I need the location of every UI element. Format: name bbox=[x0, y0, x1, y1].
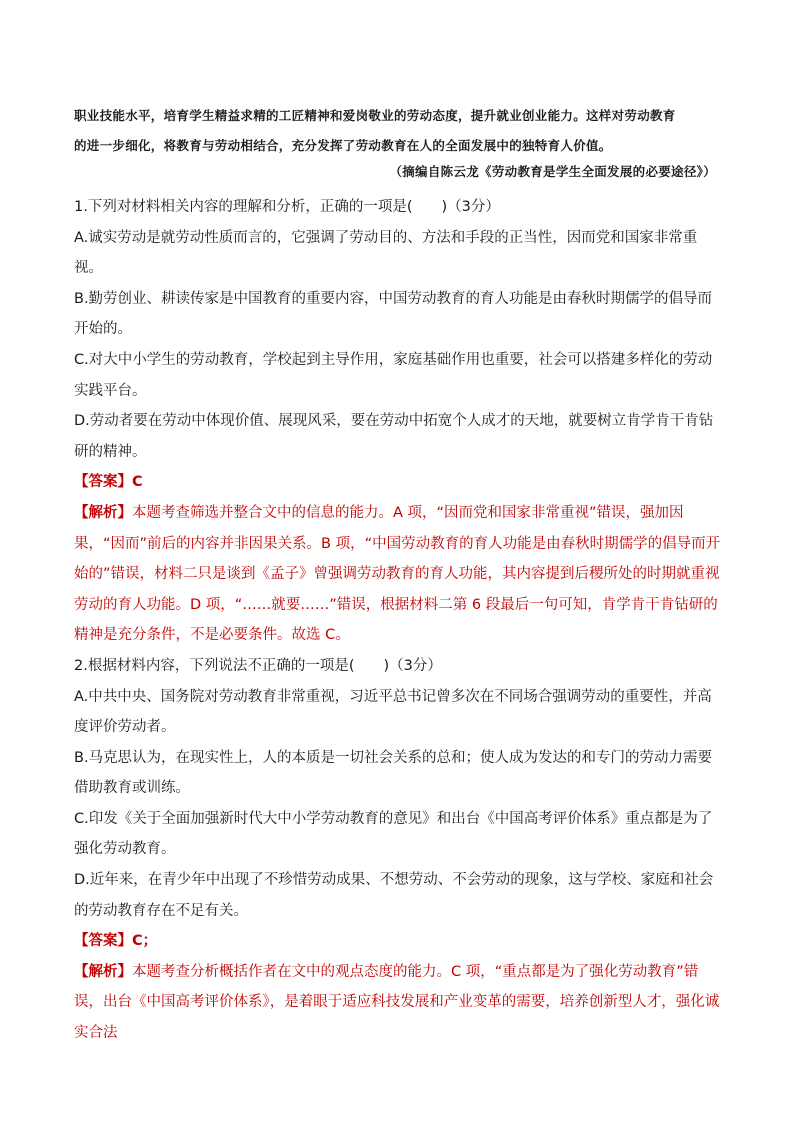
question-2-option-d: D.近年来，在青少年中出现了不珍惜劳动成果、不想劳动、不会劳动的现象，这与学校、家庭和社会的劳动教育存在不足有关。 bbox=[74, 872, 714, 919]
material-line-2: 的进一步细化，将教育与劳动相结合，充分发挥了劳动教育在人的全面发展中的独特育人价值。 bbox=[74, 138, 612, 153]
question-2-option-b: B.马克思认为，在现实性上，人的本质是一切社会关系的总和；使人成为发达的和专门的劳动力需要借助教育或训练。 bbox=[74, 749, 713, 797]
question-1-answer bbox=[74, 467, 726, 498]
question-1-option-c: C.对大中小学生的劳动教育，学校起到主导作用，家庭基础作用也重要，社会可以搭建多样化的劳动实践平台。 bbox=[74, 351, 713, 399]
question-2-option-a: A.中共中央、国务院对劳动教育非常重视，习近平总书记曾多次在不同场合强调劳动的重要性，并高度评价劳动者。 bbox=[74, 688, 712, 736]
question-1-option-b: B.勤劳创业、耕读传家是中国教育的重要内容，中国劳动教育的育人功能是由春秋时期儒学的倡导而开始的。 bbox=[74, 290, 713, 338]
material-source: （摘编自陈云龙《劳动教育是学生全面发展的必要途径》） bbox=[389, 164, 716, 179]
question-1-explanation bbox=[74, 498, 726, 651]
explanation-label: 【解析】 bbox=[74, 963, 132, 980]
question-2-option-c: C.印发《关于全面加强新时代大中小学劳动教育的意见》和出台《中国高考评价体系》重点都是为了强化劳动教育。 bbox=[74, 810, 713, 858]
explanation-label: 【解析】 bbox=[74, 504, 132, 521]
question-1-option-d: D.劳动者要在劳动中体现价值、展现风采，要在劳动中拓宽个人成才的天地，就要树立肯学肯干肯钻研的精神。 bbox=[74, 413, 714, 460]
question-2-stem: 2.根据材料内容，下列说法不正确的一项是( )（3分） bbox=[74, 657, 442, 674]
explanation-text: 本题考查筛选并整合文中的信息的能力。A 项，“因而党和国家非常重视”错误，强加因果，“因而”前后的内容并非因果关系。B 项，“中国劳动教育的育人功能是由春秋时期儒学的倡导而开始的”错误，材料二只是谈到《孟子》曾强调劳动教育的育人功能，其内容提到后稷所处的时期就重视劳动的育人功能。D 项，“……就要……”错误，根据材料二第 6 段最后一句可知，肯学肯干肯钻研的精神是充分条件，不是必要条件。故选 C。 bbox=[74, 504, 721, 644]
question-2-answer bbox=[74, 926, 726, 957]
question-2-explanation bbox=[74, 957, 726, 1049]
material-excerpt bbox=[74, 101, 720, 161]
material-line-1: 职业技能水平，培育学生精益求精的工匠精神和爱岗敬业的劳动态度，提升就业创业能力。这样对劳动教育 bbox=[74, 108, 676, 123]
explanation-text: 本题考查分析概括作者在文中的观点态度的能力。C 项，“重点都是为了强化劳动教育”错误，出台《中国高考评价体系》，是着眼于适应科技发展和产业变革的需要，培养创新型人才，强化诚实合法 bbox=[74, 963, 720, 1042]
question-1-stem: 1.下列对材料相关内容的理解和分析，正确的一项是( )（3分） bbox=[74, 199, 500, 215]
answer-label: 【答案】 bbox=[74, 474, 132, 491]
questions-section bbox=[74, 192, 726, 1049]
answer-value: C bbox=[132, 474, 143, 491]
answer-label: 【答案】 bbox=[74, 933, 132, 950]
question-1-option-a: A.诚实劳动是就劳动性质而言的，它强调了劳动目的、方法和手段的正当性，因而党和国家非常重视。 bbox=[74, 229, 698, 277]
answer-value: C； bbox=[132, 933, 158, 950]
